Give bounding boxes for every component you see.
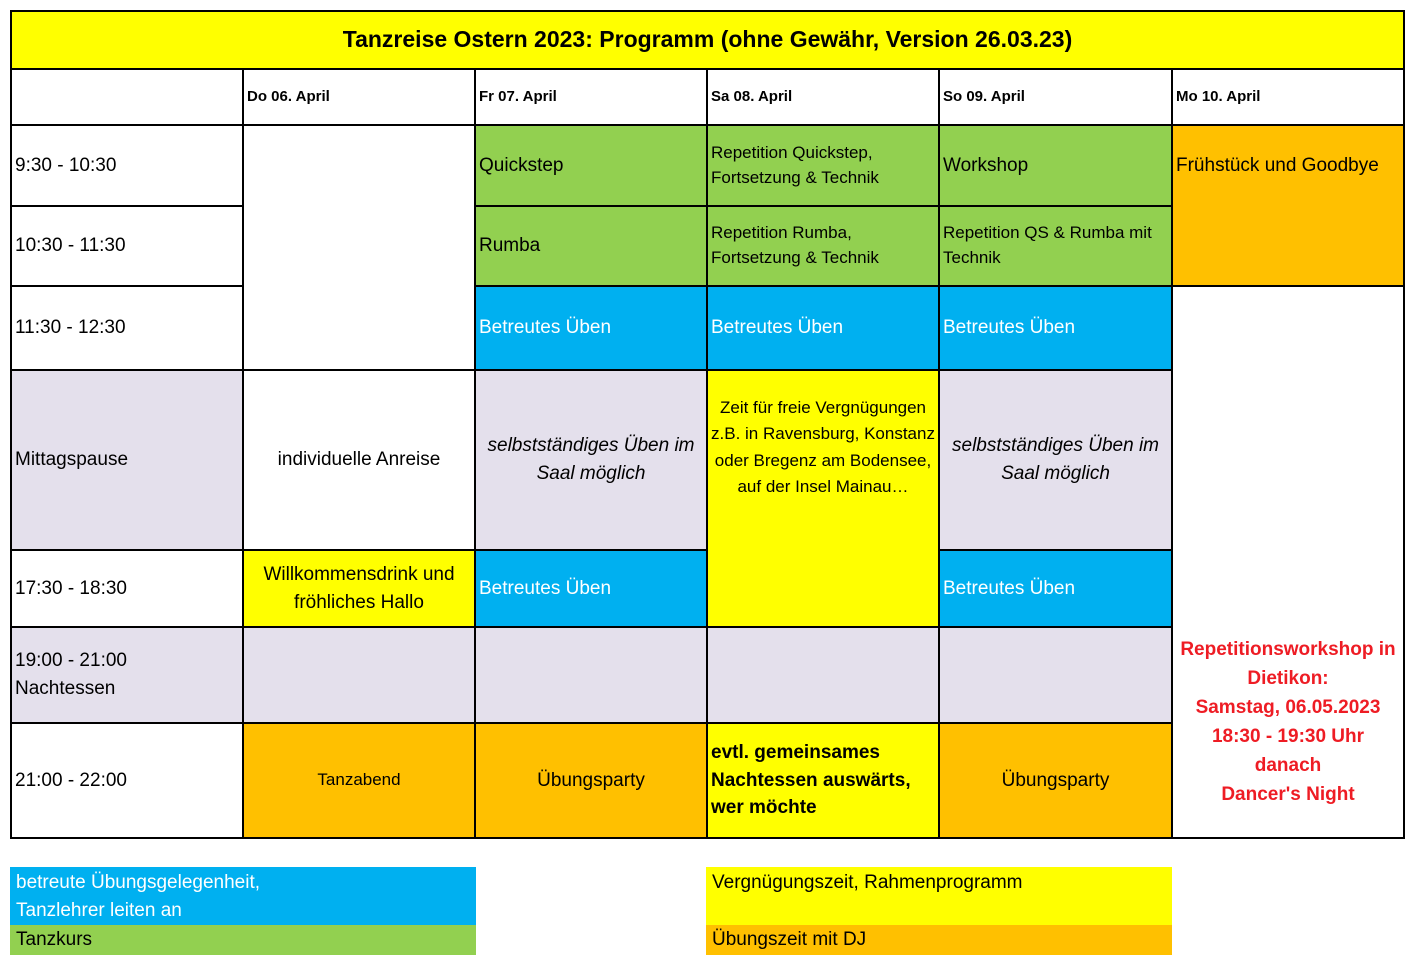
mon-breakfast: Frühstück und Goodbye	[1171, 124, 1405, 287]
repetition-workshop-notice: Repetitionsworkshop in Dietikon: Samstag, 06.05.2023 18:30 - 19:30 Uhr danach Dancer's Night	[1180, 639, 1396, 805]
day-header-sat: Sa 08. April	[706, 68, 940, 126]
fri-slot-1: Quickstep	[474, 124, 708, 207]
legend-supervised-practice: betreute Übungsgelegenheit, Tanzlehrer leiten an	[10, 867, 476, 925]
sun-dinner	[938, 626, 1173, 724]
legend-leisure-time: Vergnügungszeit, Rahmenprogramm	[706, 867, 1172, 925]
day-header-sun: So 09. April	[938, 68, 1173, 126]
sat-evening: evtl. gemeinsames Nachtessen auswärts, wer möchte	[706, 722, 940, 839]
sun-evening: Übungsparty	[938, 722, 1173, 839]
schedule-title: Tanzreise Ostern 2023: Programm (ohne Gewähr, Version 26.03.23)	[342, 26, 1073, 53]
fri-slot-3: Betreutes Üben	[474, 285, 708, 371]
fri-dinner	[474, 626, 708, 724]
sat-slot-1: Repetition Quickstep, Fortsetzung & Technik	[706, 124, 940, 207]
sat-dinner	[706, 626, 940, 724]
day-header-mon: Mo 10. April	[1171, 68, 1405, 126]
mon-notice-cell	[1171, 285, 1405, 839]
header-corner	[10, 68, 244, 126]
thu-morning-empty	[242, 124, 476, 371]
thu-welcome: Willkommensdrink und fröhliches Hallo	[242, 549, 476, 628]
time-slot-lunch: Mittagspause	[10, 369, 244, 551]
sun-slot-3: Betreutes Üben	[938, 285, 1173, 371]
legend-dj-practice: Übungszeit mit DJ	[706, 925, 1172, 955]
sat-slot-2: Repetition Rumba, Fortsetzung & Technik	[706, 205, 940, 287]
fri-slot-5: Betreutes Üben	[474, 549, 708, 628]
fri-slot-2: Rumba	[474, 205, 708, 287]
fri-lunch: selbstständiges Üben im Saal möglich	[474, 369, 708, 551]
fri-evening: Übungsparty	[474, 722, 708, 839]
time-slot-3: 11:30 - 12:30	[10, 285, 244, 371]
sun-slot-5: Betreutes Üben	[938, 549, 1173, 628]
thu-dinner	[242, 626, 476, 724]
day-header-thu: Do 06. April	[242, 68, 476, 126]
time-slot-5: 17:30 - 18:30	[10, 549, 244, 628]
sat-slot-3: Betreutes Üben	[706, 285, 940, 371]
thu-evening: Tanzabend	[242, 722, 476, 839]
dinner-time: 19:00 - 21:00	[15, 650, 127, 672]
time-slot-2: 10:30 - 11:30	[10, 205, 244, 287]
time-slot-7: 21:00 - 22:00	[10, 722, 244, 839]
sun-slot-1: Workshop	[938, 124, 1173, 207]
sat-free-time: Zeit für freie Vergnügungen z.B. in Ravensburg, Konstanz oder Bregenz am Bodensee, auf der Insel Mainau…	[706, 369, 940, 628]
time-slot-1: 9:30 - 10:30	[10, 124, 244, 207]
sun-lunch: selbstständiges Üben im Saal möglich	[938, 369, 1173, 551]
legend-dance-course: Tanzkurs	[10, 925, 476, 955]
dinner-label: Nachtessen	[15, 678, 116, 699]
time-slot-dinner	[10, 626, 244, 724]
sun-slot-2: Repetition QS & Rumba mit Technik	[938, 205, 1173, 287]
day-header-fri: Fr 07. April	[474, 68, 708, 126]
schedule-title-cell	[10, 10, 1405, 70]
thu-arrival: individuelle Anreise	[242, 369, 476, 551]
